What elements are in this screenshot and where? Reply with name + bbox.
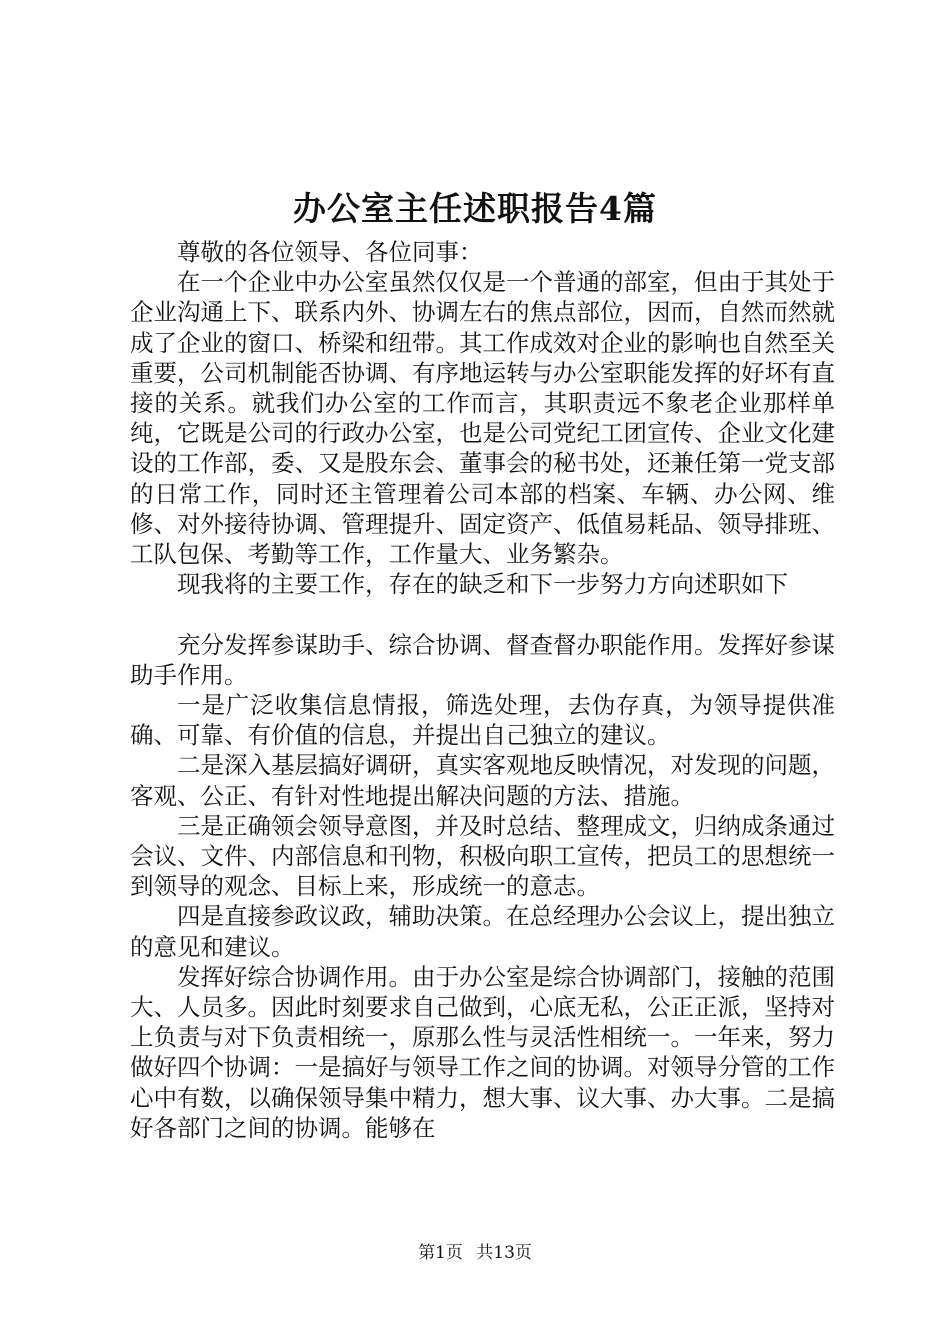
paragraph-point-3: 三是正确领会领导意图，并及时总结、整理成文，归纳成条通过会议、文件、内部信息和刊物，积极向职工宣传，把员工的思想统一到领导的观念、目标上来，形成统一的意志。 bbox=[130, 811, 835, 901]
document-body bbox=[130, 237, 835, 1143]
paragraph-outline: 现我将的主要工作，存在的缺乏和下一步努力方向述职如下 bbox=[177, 570, 788, 599]
page-footer bbox=[0, 1241, 950, 1265]
paragraph-point-2: 二是深入基层搞好调研，真实客观地反映情况，对发现的问题，客观、公正、有针对性地提出解决问题的方法、措施。 bbox=[130, 751, 835, 810]
paragraph-point-4: 四是直接参政议政，辅助决策。在总经理办公会议上，提出独立的意见和建议。 bbox=[130, 902, 835, 961]
document-title: 办公室主任述职报告4篇 bbox=[293, 189, 657, 228]
paragraph-point-1: 一是广泛收集信息情报，筛选处理，去伪存真，为领导提供准确、可靠、有价值的信息，并提出自己独立的建议。 bbox=[130, 691, 835, 750]
paragraph-coordination: 发挥好综合协调作用。由于办公室是综合协调部门，接触的范围大、人员多。因此时刻要求自己做到，心底无私，公正正派，坚持对上负责与对下负责相统一，原那么性与灵活性相统一。一年来，努力做好四个协调：一是搞好与领导工作之间的协调。对领导分管的工作心中有数，以确保领导集中精力，想大事、议大事、办大事。二是搞好各部门之间的协调。能够在 bbox=[130, 962, 835, 1142]
paragraph-salutation: 尊敬的各位领导、各位同事： bbox=[177, 238, 483, 266]
paragraph-role: 充分发挥参谋助手、综合协调、督查督办职能作用。发挥好参谋助手作用。 bbox=[130, 630, 835, 689]
page-number: 第1页 bbox=[418, 1243, 463, 1263]
blank-line bbox=[130, 599, 835, 629]
page-total: 共13页 bbox=[476, 1243, 532, 1263]
paragraph-intro: 在一个企业中办公室虽然仅仅是一个普通的部室，但由于其处于企业沟通上下、联系内外、协调左右的焦点部位，因而，自然而然就成了企业的窗口、桥梁和纽带。其工作成效对企业的影响也自然至关重要，公司机制能否协调、有序地运转与办公室职能发挥的好坏有直接的关系。就我们办公室的工作而言，其职责远不象老企业那样单纯，它既是公司的行政办公室，也是公司党纪工团宣传、企业文化建设的工作部，委、又是股东会、董事会的秘书处，还兼任第一党支部的日常工作，同时还主管理着公司本部的档案、车辆、办公网、维修、对外接待协调、管理提升、固定资产、低值易耗品、领导排班、工队包保、考勤等工作，工作量大、业务繁杂。 bbox=[130, 268, 835, 569]
